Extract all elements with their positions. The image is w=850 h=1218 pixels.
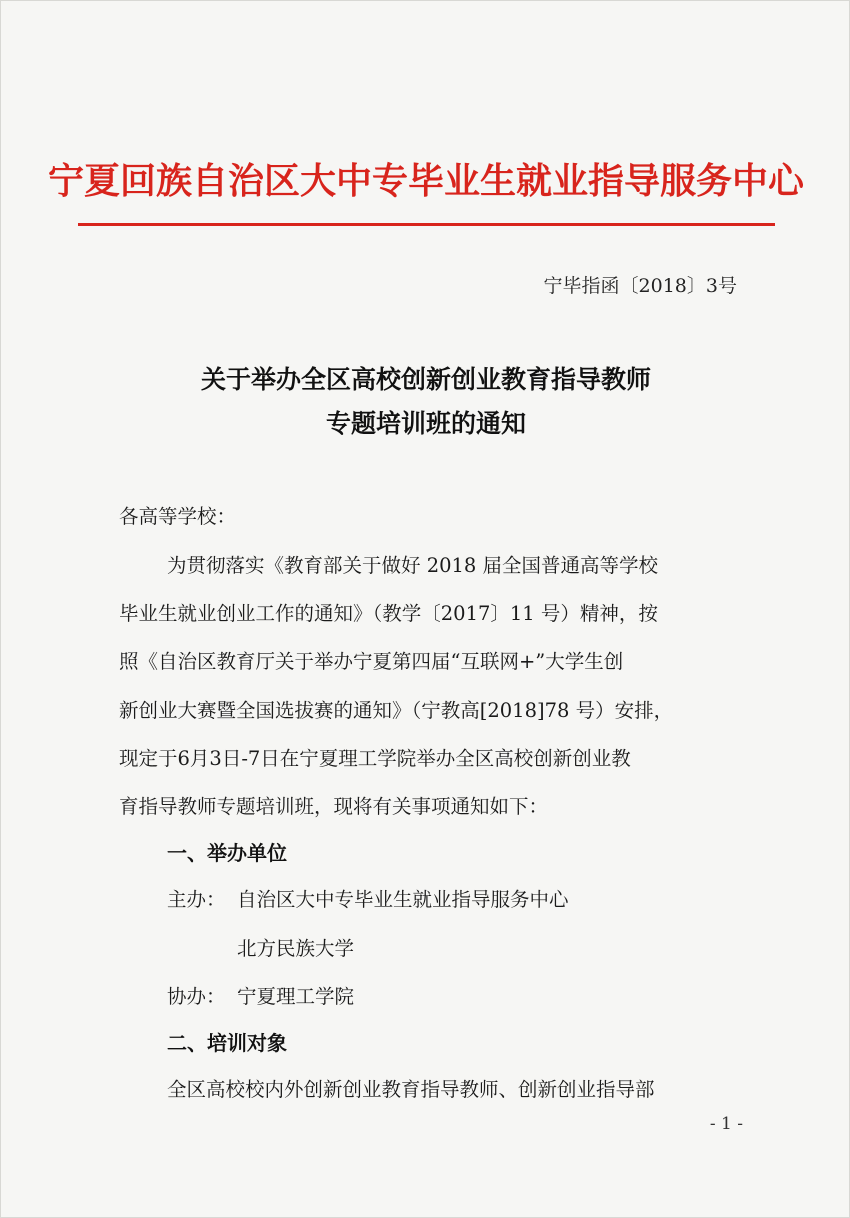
cohost-label: 协办： [167, 985, 226, 1008]
host-2: 北方民族大学 [237, 937, 355, 960]
issuing-org-header: 宁夏回族自治区大中专毕业生就业指导服务中心 [47, 160, 804, 202]
header-red-rule [78, 223, 775, 226]
section-2-heading: 二、培训对象 [167, 1031, 287, 1055]
host-label: 主办： [167, 888, 226, 911]
salutation: 各高等学校： [119, 505, 237, 528]
intro-line-5: 现定于6月3日-7日在宁夏理工学院举办全区高校创新创业教 [119, 747, 631, 770]
host-1: 自治区大中专毕业生就业指导服务中心 [237, 888, 569, 911]
intro-line-4: 新创业大赛暨全国选拔赛的通知》（宁教高[2018]78 号）安排， [119, 699, 674, 722]
intro-line-1: 为贯彻落实《教育部关于做好 2018 届全国普通高等学校 [167, 554, 659, 577]
page-number: - 1 - [709, 1114, 743, 1134]
intro-line-3: 照《自治区教育厅关于举办宁夏第四届“互联网+”大学生创 [119, 650, 624, 673]
document-number: 宁毕指函〔2018〕3号 [543, 275, 737, 297]
cohost: 宁夏理工学院 [237, 985, 355, 1008]
document-title-line-2: 专题培训班的通知 [325, 409, 526, 438]
intro-line-2: 毕业生就业创业工作的通知》（教学〔2017〕11 号）精神，按 [119, 602, 658, 625]
section-2-text: 全区高校校内外创新创业教育指导教师、创新创业指导部 [167, 1078, 655, 1101]
document-title-line-1: 关于举办全区高校创新创业教育指导教师 [200, 365, 651, 394]
section-1-heading: 一、举办单位 [167, 841, 287, 865]
intro-line-6: 育指导教师专题培训班，现将有关事项通知如下： [119, 795, 549, 818]
